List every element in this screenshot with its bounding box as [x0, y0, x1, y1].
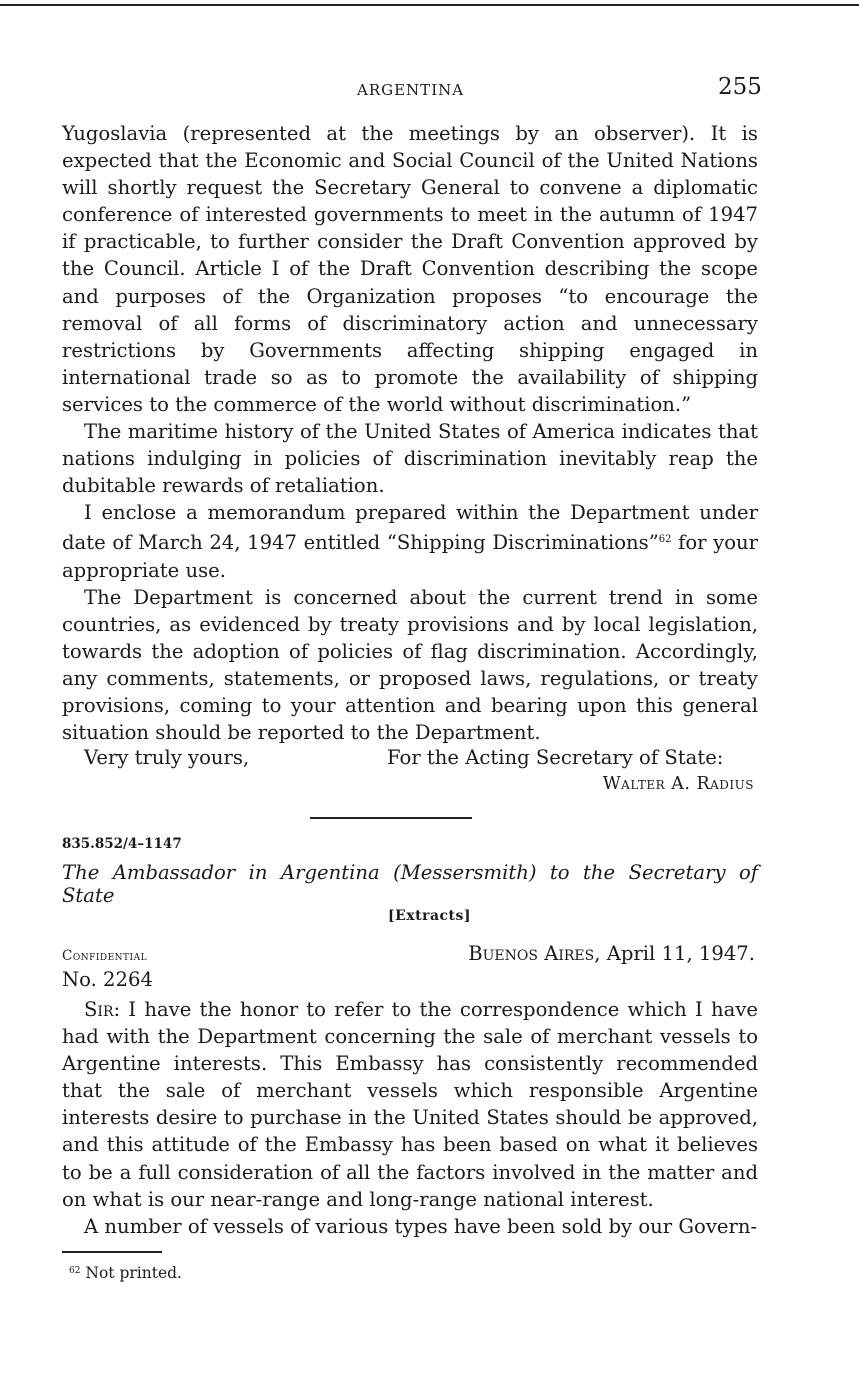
footnote-reference: 62 — [658, 534, 672, 546]
letter-body — [62, 120, 758, 746]
running-title: ARGENTINA — [357, 81, 465, 99]
dispatch-paragraph-1 — [62, 996, 758, 1213]
letter-paragraph-3-end: for your appropriate use. — [62, 531, 758, 582]
place-name: Buenos Aires — [468, 942, 595, 965]
footnote-marker: 62 — [69, 1266, 81, 1276]
page-number: 255 — [718, 74, 762, 100]
place-and-date — [0, 942, 755, 965]
footnote — [69, 1264, 182, 1282]
dispatch-paragraph-1-text: : I have the honor to refer to the correspondence which I have had with the Department concerning the sale of merchant vessels to Argentine interests. This Embassy has consistently recommended that the sale of merchant vessels which responsible Argentine interests desire to purchase in the United States should be approved, and this attitude of the Embassy has been based on what it believes to be a full consideration of all the factors involved in the matter and on what is our near-range and long-range national interest. — [62, 998, 758, 1211]
section-divider — [310, 817, 472, 819]
closing-for-line: For the Acting Secretary of State: — [387, 746, 724, 769]
document-title: The Ambassador in Argentina (Messersmith) to the Secretary of State — [62, 861, 758, 907]
document-number: No. 2264 — [62, 968, 153, 991]
closing-salutation: Very truly yours, — [84, 746, 250, 769]
letter-paragraph-1: Yugoslavia (represented at the meetings by an observer). It is expected that the Economic and Social Council of the United Nations will shortly request the Secretary General to convene a diplomatic conference of interested governments to meet in the autumn of 1947 if practicable, to further consider the Draft Convention approved by the Council. Article I of the Draft Convention describing the scope and purposes of the Organization proposes “to encourage the removal of all forms of discriminatory action and unnecessary restrictions by Governments affecting shipping engaged in international trade so as to promote the availability of shipping services to the commerce of the world without discrimination.” — [62, 122, 758, 416]
document-date: , April 11, 1947. — [594, 942, 755, 965]
classification-label: Confidential — [62, 948, 148, 964]
letter-paragraph-3 — [62, 499, 758, 583]
top-rule — [0, 4, 859, 6]
letter-closing — [0, 746, 859, 806]
footnote-rule — [62, 1251, 162, 1253]
letter-paragraph-2: The maritime history of the United States of America indicates that nations indulging in policies of discrimination inevitably reap the dubitable rewards of retaliation. — [62, 420, 758, 498]
dispatch-body — [62, 996, 758, 1240]
signer-name: Walter A. Radius — [602, 774, 754, 794]
letter-paragraph-3-text: I enclose a memorandum prepared within the Department under date of March 24, 1947 entitled “Shipping Discriminations” — [62, 501, 758, 555]
extracts-label: [Extracts] — [387, 908, 472, 924]
dispatch-salutation: Sir — [84, 998, 114, 1021]
dispatch-paragraph-2: A number of vessels of various types have been sold by our Govern- — [84, 1214, 758, 1238]
file-number: 835.852/4–1147 — [62, 836, 182, 852]
footnote-text: Not printed. — [85, 1264, 182, 1282]
letter-paragraph-4: The Department is concerned about the current trend in some countries, as evidenced by treaty provisions and by local legislation, towards the adoption of policies of flag discrimination. Accordingly, any comments, statements, or proposed laws, regulations, or treaty provisions, coming to your attention and bearing upon this general situation should be reported to the Department. — [62, 585, 758, 745]
